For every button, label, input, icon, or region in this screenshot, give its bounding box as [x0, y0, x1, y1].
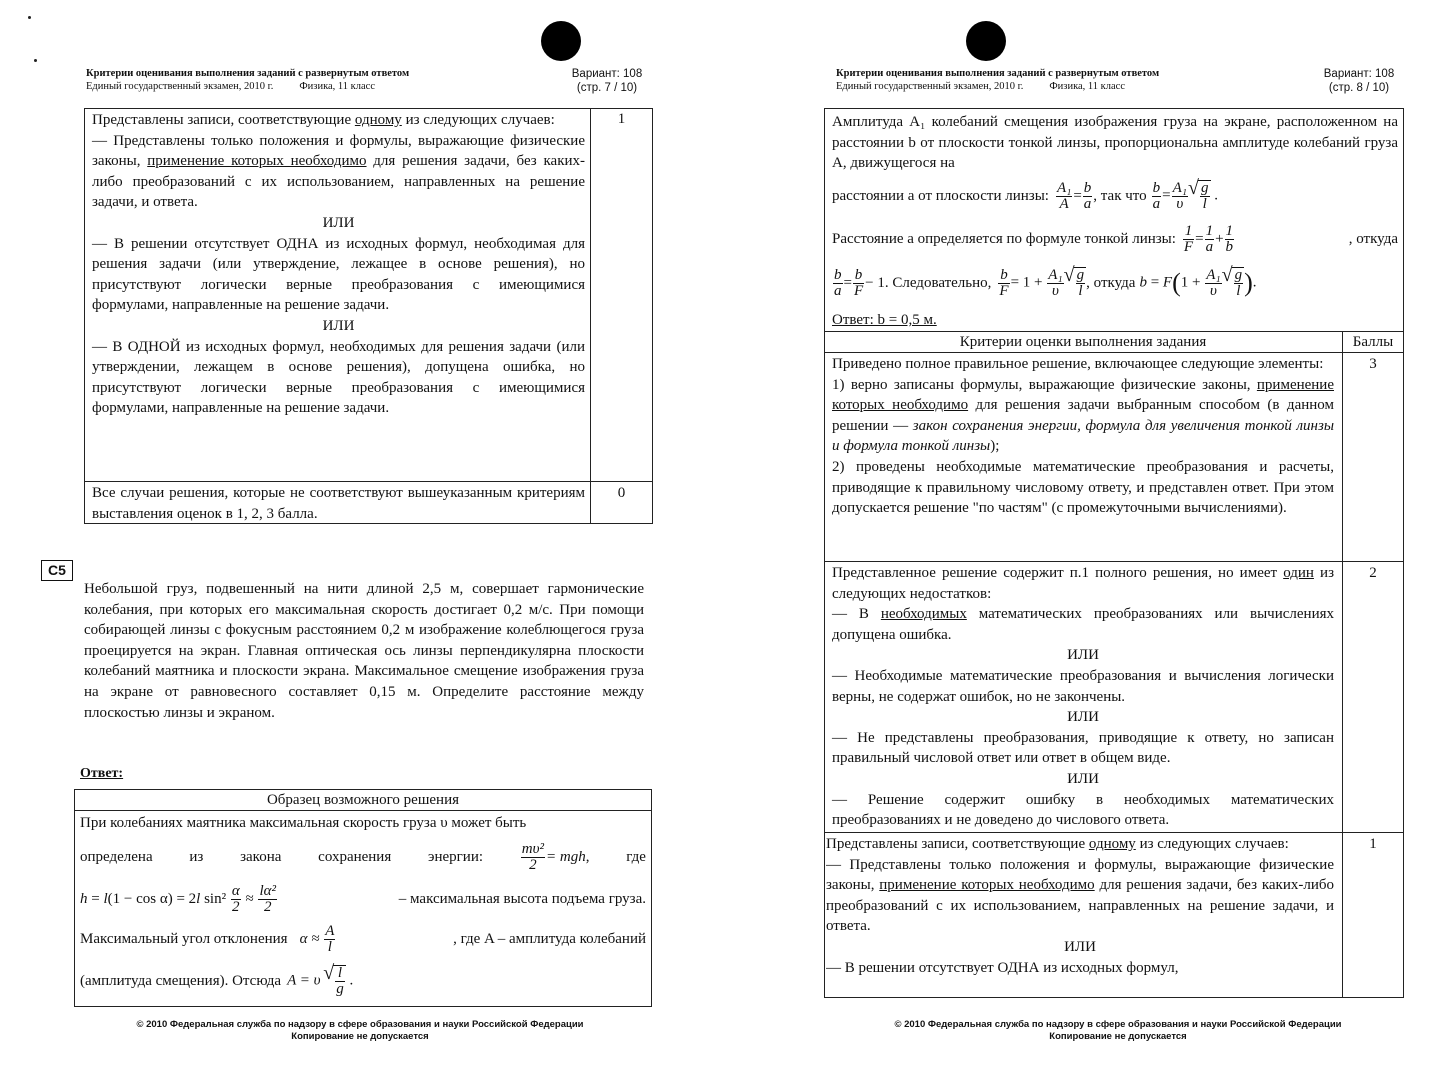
magnification-formula: $\frac{\text{A₁}}{A}$ = $\frac{b}{a}$ — [1056, 179, 1092, 212]
intro-p1: Амплитуда A₁ колебаний смещения изображения груза на экране, расположенном на расстоянии b от плоскости тонкой линзы, пропорциональна амплитуде колебаний груза A, движущегося на — [832, 114, 1398, 172]
energy-formula: $\frac{\text{mυ²}}{2}$ = mgh, — [521, 840, 590, 873]
footer-copyright: © 2010 Федеральная служба по надзору в сфере образования и науки Российской Федерации — [136, 1019, 584, 1030]
punch-hole — [541, 21, 581, 61]
height-formula: h = l(1 − cos α) = 2l sin² $\frac{\alpha}{2}$ ≈ $\frac{\text{lα²}}{2}$ — [80, 882, 276, 915]
intro-p4: $\frac{b}{a}$ = $\frac{b}{F}$ − 1 . Следовательно, $\frac{b}{F}$ = 1 + $\frac{\text{A₁}}{\upsilon}$ √ $\frac{g}{l}$ , откуда b = F(1 + $\frac{\text{A₁}}{\upsilon}$ √ $\frac{g}{l}$ ). — [832, 262, 1398, 304]
thin-lens-formula: $\frac{1}{F}$ = $\frac{1}{a}$ + $\frac{1}{b}$ — [1183, 222, 1234, 255]
page-header — [836, 67, 1159, 93]
result-formula: b = F(1 + $\frac{\text{A₁}}{\upsilon}$ √ $\frac{g}{l}$ ). — [1139, 267, 1256, 299]
page-number: (стр. 7 / 10) — [576, 82, 638, 94]
variant-label: Вариант: 108 — [1323, 68, 1395, 80]
angle-formula: α ≈ $\frac{A}{l}$ — [299, 922, 335, 955]
variant-block — [1314, 67, 1404, 95]
header-title: Критерии оценивания выполнения заданий с развернутым ответом — [86, 68, 410, 79]
ratio-formula: $\frac{b}{a}$ = $\frac{b}{F}$ − 1 — [834, 266, 885, 299]
header-subtitle: Единый государственный экзамен, 2010 г. Физика, 11 класс — [86, 81, 375, 92]
answer-label: Ответ: — [80, 766, 124, 781]
task-label: C5 — [41, 560, 73, 581]
task-text: Небольшой груз, подвешенный на нити длиной 2,5 м, совершает гармонические колебания, при которых его максимальная скорость достигает 0,2 м/с. При помощи собирающей линзы с фокусным расстоянием 0,2 м изображение колеблющегося груза проецируется на экран. Главная оптическая ось линзы перпендикулярна плоскости колебаний маятника и плоскости экрана. Максимальное смещение изображения груза на экране от равновесного составляет 0,15 м. Определите расстояние между плоскостью линзы и экраном. — [84, 581, 644, 721]
intro-p3: Расстояние a определяется по формуле тонкой линзы: $\frac{1}{F}$ = $\frac{1}{a}$ + $\frac{1}{b}$ , откуда — [832, 222, 1398, 255]
criteria-score-2: 2 — [1369, 565, 1377, 581]
criteria-text-0: Все случаи решения, которые не соответствуют вышеуказанным критериям выставления оценок в 1, 2, 3 балла. — [92, 485, 585, 522]
amplitude-formula: A = υ √ $\frac{l}{g}$ . — [287, 965, 353, 997]
final-answer: Ответ: b = 0,5 м. — [832, 312, 937, 328]
page-number: (стр. 8 / 10) — [1328, 82, 1390, 94]
footer-notice: Копирование не допускается — [1049, 1031, 1187, 1042]
solution-line-1: При колебаниях маятника максимальная скорость груза υ может быть — [80, 815, 527, 831]
table-divider — [1342, 331, 1343, 998]
footer — [120, 1019, 600, 1043]
criteria-text-1: Представлены записи, соответствующие одному из следующих случаев: — Представлены только положения и формулы, выражающие физические законы, применение которых необходимо для решения задачи, без каких-либо преобразований с их использованием, направленных на решение задачи, и ответа. ИЛИ — В решении отсутствует ОДНА из исходных формул, необходимая для решения задачи (или утверждение, лежащее в основе решения), но присутствуют логически верные преобразования с имеющимися формулами, направленные на решение задачи. ИЛИ — В ОДНОЙ из исходных формул, необходимых для решения задачи (или утверждении, лежащем в основе решения), допущена ошибка, но присутствуют логически верные преобразования с имеющимися формулами, направленные на решение задачи. — [92, 112, 585, 417]
solution-line-5: (амплитуда смещения). Отсюда A = υ √ $\frac{l}{g}$ . — [80, 960, 646, 1002]
criteria-row-1: Представлены записи, соответствующие одному из следующих случаев: — Представлены только положения и формулы, выражающие физические законы, применение которых необходимо для решения задачи, без каких-либо преобразований с их использованием, направленных на решение задачи, и ответа. ИЛИ — В решении отсутствует ОДНА из исходных формул, — [826, 836, 1334, 976]
header-subtitle: Единый государственный экзамен, 2010 г. Физика, 11 класс — [836, 81, 1125, 92]
table-divider — [590, 108, 591, 524]
footer-notice: Копирование не допускается — [291, 1031, 429, 1042]
footer-copyright: © 2010 Федеральная служба по надзору в сфере образования и науки Российской Федерации — [894, 1019, 1342, 1030]
ratio-formula-2: $\frac{b}{F}$ = 1 + $\frac{\text{A₁}}{\upsilon}$ √ $\frac{g}{l}$ — [997, 267, 1086, 299]
solution-line-3: h = l(1 − cos α) = 2l sin² $\frac{\alpha}{2}$ ≈ $\frac{\text{lα²}}{2}$ – максимальная высота подъема груза. — [80, 882, 646, 915]
solution-line-2: определена из закона сохранения энергии: $\frac{\text{mυ²}}{2}$ = mgh, где — [80, 840, 646, 873]
points-column-header: Баллы — [1352, 334, 1394, 350]
criteria-row-2: Представленное решение содержит п.1 полного решения, но имеет один из следующих недостатков: — В необходимых математических преобразованиях или вычислениях допущена ошибка. ИЛИ — Необходимые математические преобразования и вычисления логически верны, не содержат ошибок, но не закончены. ИЛИ — Не представлены преобразования, приводящие к ответу, но записан правильный числовой ответ или ответ в общем виде. ИЛИ — Решение содержит ошибку в необходимых математических преобразованиях и не доведено до числового ответа. — [832, 565, 1335, 829]
page-header — [86, 67, 409, 93]
scan-speck — [28, 16, 31, 19]
header-title: Критерии оценивания выполнения заданий с развернутым ответом — [836, 68, 1160, 79]
variant-label: Вариант: 108 — [571, 68, 643, 80]
solution-line-4: Максимальный угол отклонения α ≈ $\frac{A}{l}$ , где A – амплитуда колебаний — [80, 922, 646, 955]
criteria-score-0: 0 — [617, 485, 626, 501]
magnification-formula-2: $\frac{b}{a}$ = $\frac{\text{A₁}}{\upsilon}$ √ $\frac{g}{l}$ . — [1151, 180, 1218, 212]
criteria-score-1: 1 — [617, 111, 626, 127]
intro-p2: расстоянии a от плоскости линзы: $\frac{\text{A₁}}{A}$ = $\frac{b}{a}$ , так что $\frac{b}{a}$ = $\frac{\text{A₁}}{\upsilon}$ √ $\frac{g}{l}$ . — [832, 176, 1398, 216]
table-divider — [824, 832, 1404, 833]
criteria-score-1: 1 — [1369, 836, 1377, 852]
punch-hole — [966, 21, 1006, 61]
footer — [878, 1019, 1358, 1043]
variant-block — [562, 67, 652, 95]
scan-speck — [34, 59, 37, 62]
right-page — [728, 0, 1456, 1066]
criteria-column-header: Критерии оценки выполнения задания — [959, 334, 1207, 350]
criteria-row-3: Приведено полное правильное решение, включающее следующие элементы: 1) верно записаны формулы, выражающие физические законы, применение которых необходимо для решения задачи выбранным способом (в данном решении — закон сохранения энергии, формула для увеличения тонкой линзы и формула тонкой линзы); 2) проведены необходимые математические преобразования и расчеты, приводящие к правильному числовому ответу, и представлен ответ. При этом допускается решение "по частям" (с промежуточными вычислениями). — [832, 356, 1334, 517]
solution-header: Образец возможного решения — [266, 792, 460, 808]
table-divider — [84, 481, 653, 482]
criteria-score-3: 3 — [1369, 356, 1377, 372]
table-divider — [824, 561, 1404, 562]
